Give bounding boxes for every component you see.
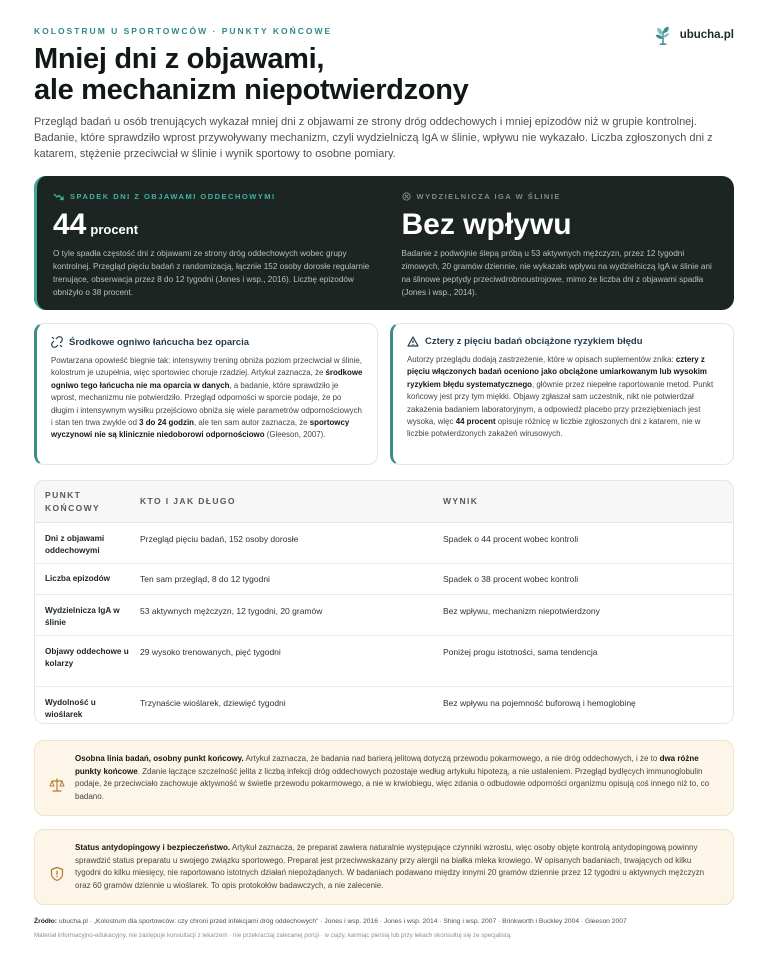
highlight-unit: procent: [90, 222, 139, 237]
warning-icon: [407, 336, 419, 347]
note-body: [75, 753, 719, 815]
table-header: [35, 481, 733, 523]
card-broken-chain: [34, 323, 378, 465]
card-risk-of-bias: [390, 323, 734, 465]
card-text-bold: 3 do 24 godzin: [139, 418, 194, 428]
table-cell-result: Bez wpływu, mechanizm niepotwierdzony: [443, 606, 600, 616]
card-text-segment: opisuje różnicę w liczbie zgłoszonych dni z katarem, nie w liczbie potwierdzonych zakażeń wirusowych.: [407, 417, 701, 439]
table-cell-endpoint: Wydzielnicza IgA w ślinie: [45, 606, 120, 627]
title-line-2: ale mechanizm niepotwierdzony: [34, 74, 469, 106]
note-text-segment: . Zdanie łączące szczelność jelita z liczbą infekcji dróg oddechowych pozostaje według artykułu hipotezą, a nie ustaleniem. Przegląd bydlęcych immunoglobulin podaje, że przeciwciało zachowuje aktywność w świetle przewodu pokarmowego, a nie w krwiobiegu, więc zdania o odbudowie odporności organizmu opisują coś innego niż to, co badano.: [75, 766, 710, 801]
source-label: Źródło:: [34, 918, 58, 925]
card-title: [51, 336, 363, 348]
card-title-text: Środkowe ogniwo łańcucha bez oparcia: [69, 336, 250, 348]
plant-logo-icon: [652, 24, 674, 46]
table-row: [35, 595, 733, 636]
card-title-text: Cztery z pięciu badań obciążone ryzykiem błędu: [425, 336, 643, 347]
table-cell-result: Spadek o 44 procent wobec kontroli: [443, 534, 579, 544]
column-header-who: KTO I JAK DŁUGO: [140, 496, 236, 506]
card-text-bold: sportowcy wyczynowi nie są klinicznie niedoborowi odpornościowo: [51, 418, 350, 440]
card-text-segment: , a badanie, które sprawdziło je wprost, mechanizmu nie potwierdziło. Przegląd odporności w sporcie podaje, że po długim i intensywnym wysiłku przejściowo obniża się wiele parametrów odpornościowych i stan ten trwa zwykle od: [51, 380, 362, 428]
highlight-label-text: WYDZIELNICZA IGA W ŚLINIE: [416, 192, 561, 201]
broken-link-icon: [51, 336, 63, 348]
card-text-segment: Powtarzana opowieść biegnie tak: intensywny trening obniża poziom przeciwciał w ślinie, kolostrum je uzupełnia, więc sportowiec choruje rzadziej. Artykuł zaznacza, że: [51, 356, 362, 378]
table-cell-result: Bez wpływu na pojemność buforową i hemoglobinę: [443, 698, 636, 708]
note-text-bold: dwa różne punkty końcowe: [75, 754, 699, 776]
highlight-label: [402, 192, 719, 201]
note-antidoping: [34, 829, 734, 905]
highlight-label-text: SPADEK DNI Z OBJAWAMI ODDECHOWYMI: [70, 192, 276, 201]
footer: [34, 917, 744, 940]
table-cell-who: Przegląd pięciu badań, 152 osoby dorosłe: [140, 534, 299, 544]
card-text-bold: cztery z pięciu włączonych badań oceniono jako obciążone umiarkowanym lub wysokim ryzykiem błędu systematycznego: [407, 355, 707, 389]
note-text-bold: Status antydopingowy i bezpieczeństwo.: [75, 843, 231, 852]
card-text-bold: 44 procent: [455, 417, 496, 427]
column-header-endpoint: PUNKT KOŃCOWY: [45, 489, 101, 513]
table-cell-endpoint: Wydolność u wioślarek: [45, 698, 96, 719]
card-text-segment: , ale ten sam autor zaznacza, że: [193, 418, 310, 428]
brand-logo[interactable]: [652, 24, 734, 46]
highlight-number: Bez wpływu: [401, 208, 572, 241]
note-separate-endpoint: [34, 740, 734, 816]
table-cell-who: Trzynaście wioślarek, dziewięć tygodni: [140, 698, 286, 708]
note-text-bold: Osobna linia badań, osobny punkt końcowy.: [75, 754, 244, 763]
brand-name: ubucha.pl: [679, 29, 734, 41]
table-row: [35, 687, 733, 723]
card-title: [407, 336, 719, 347]
highlight-panel: [34, 176, 734, 310]
highlight-value: [53, 209, 370, 241]
table-row: [35, 564, 733, 595]
highlight-value: [402, 209, 719, 241]
header: [34, 26, 734, 162]
highlight-description: Badanie z podwójnie ślepą próbą u 53 aktywnych mężczyzn, przez 12 tygodni zimowych, 20 gramów dziennie, nie wykazało wpływu na wydzielniczą IgA w ślinie ani na ślinowe peptydy przeciwdrobnoustrojowe, mimo że liczba dni z objawami spadła (Jones i wsp., 2014).: [401, 249, 712, 297]
table-cell-endpoint: Objawy oddechowe u kolarzy: [45, 647, 129, 668]
table-cell-who: 53 aktywnych mężczyzn, 12 tygodni, 20 gramów: [140, 606, 323, 616]
source-text: ubucha.pl · „Kolostrum dla sportowców: czy chroni przed infekcjami dróg oddechowych" · Jones i wsp. 2016 · Jones i wsp. 2014 · Shing i wsp. 2007 · Brinkworth i Buckley 2004 · Gleeson 2007: [57, 918, 627, 925]
table-row: [35, 523, 733, 564]
column-header-result: WYNIK: [443, 496, 479, 506]
card-body: [407, 354, 719, 441]
table-cell-who: Ten sam przegląd, 8 do 12 tygodni: [140, 574, 270, 584]
table-cell-endpoint: Dni z objawami oddechowymi: [45, 534, 105, 555]
source-line: [34, 917, 744, 927]
highlight-label: [53, 192, 370, 201]
note-text-segment: Artykuł zaznacza, że badania nad barierą jelitową dotyczą przewodu pokarmowego, a nie dróg oddechowych, i że to: [243, 754, 660, 763]
highlight-iga: [386, 176, 735, 310]
disclaimer: Materiał informacyjno-edukacyjny, nie zastępuje konsultacji z lekarzem · nie przekraczaj zalecanej porcji · w ciąży, karmiąc piersią lub przy lekach skonsultuj się ze specjalistą.: [34, 932, 512, 939]
endpoints-table: [34, 480, 734, 724]
note-text-segment: Artykuł zaznacza, że preparat zawiera naturalnie występujące czynniki wzrostu, więc osoby objęte kontrolą antydopingową powinny sprawdzić status preparatu u swojego związku sportowego. Preparat jest przeciwwskazany przy alergii na białka mleka krowiego. W opisanych badaniach, trwających od kilku tygodni do kilku miesięcy, nie raportowano istotnych działań niepożądanych. W badaniach podawano między innymi 20 gramów dziennie przez 12 tygodni u aktywnych mężczyzn oraz 60 gramów dziennie u wioślarek. To opis protokołów badawczych, a nie zalecenie.: [75, 843, 705, 890]
no-effect-icon: [402, 192, 411, 201]
card-text-segment: Autorzy przeglądu dodają zastrzeżenie, które w opisach suplementów znika:: [407, 355, 676, 364]
note-body: [75, 842, 719, 904]
trend-down-icon: [53, 193, 64, 201]
highlight-symptom-days: [34, 176, 386, 310]
scales-icon: [49, 755, 65, 815]
card-text-segment: (Gleeson, 2007).: [264, 430, 326, 440]
highlight-description: O tyle spadła częstość dni z objawami ze strony dróg oddechowych wobec grupy kontrolnej. Przegląd pięciu badań z randomizacją, łącznie 152 osoby dorosłe regularnie trenujące, obserwacja przez 8 do 12 tygodni (Jones i wsp., 2016). Liczbę epizodów obniżyło o 38 procent.: [53, 249, 370, 297]
page-title: [34, 44, 734, 106]
card-body: [51, 355, 363, 442]
table-row: [35, 636, 733, 687]
table-cell-result: Spadek o 38 procent wobec kontroli: [443, 574, 579, 584]
card-text-bold: środkowe ogniwo tego łańcucha nie ma oparcia w danych: [51, 368, 363, 390]
highlight-number: 44: [53, 208, 87, 241]
table-cell-result: Poniżej progu istotności, sama tendencja: [443, 647, 598, 657]
card-text-segment: , głównie przez niepełne raportowanie metod. Punkt końcowy jest przy tym miękki. Objawy zgłaszał sam uczestnik, nikt nie potwierdzał zakażenia badaniem laboratoryjnym, a odpowiedź placebo przy przeziębieniach jest wysoka, więc: [407, 379, 714, 427]
shield-icon: [49, 844, 65, 904]
title-line-1: Mniej dni z objawami,: [34, 43, 325, 75]
table-cell-who: 29 wysoko trenowanych, pięć tygodni: [140, 647, 281, 657]
kicker: KOLOSTRUM U SPORTOWCÓW · PUNKTY KOŃCOWE: [34, 26, 333, 36]
lead-paragraph: Przegląd badań u osób trenujących wykazał mniej dni z objawami ze strony dróg oddechowych i mniej epizodów niż w grupie kontrolnej. Badanie, które sprawdziło wprost przywoływany mechanizm, czyli wydzielniczą IgA w ślinie, wpływu nie wykazało. Liczba zgłoszonych dni z katarem, stężenie przeciwciał w ślinie i wynik sportowy to osobne pomiary.: [34, 116, 713, 160]
table-cell-endpoint: Liczba epizodów: [45, 574, 111, 583]
